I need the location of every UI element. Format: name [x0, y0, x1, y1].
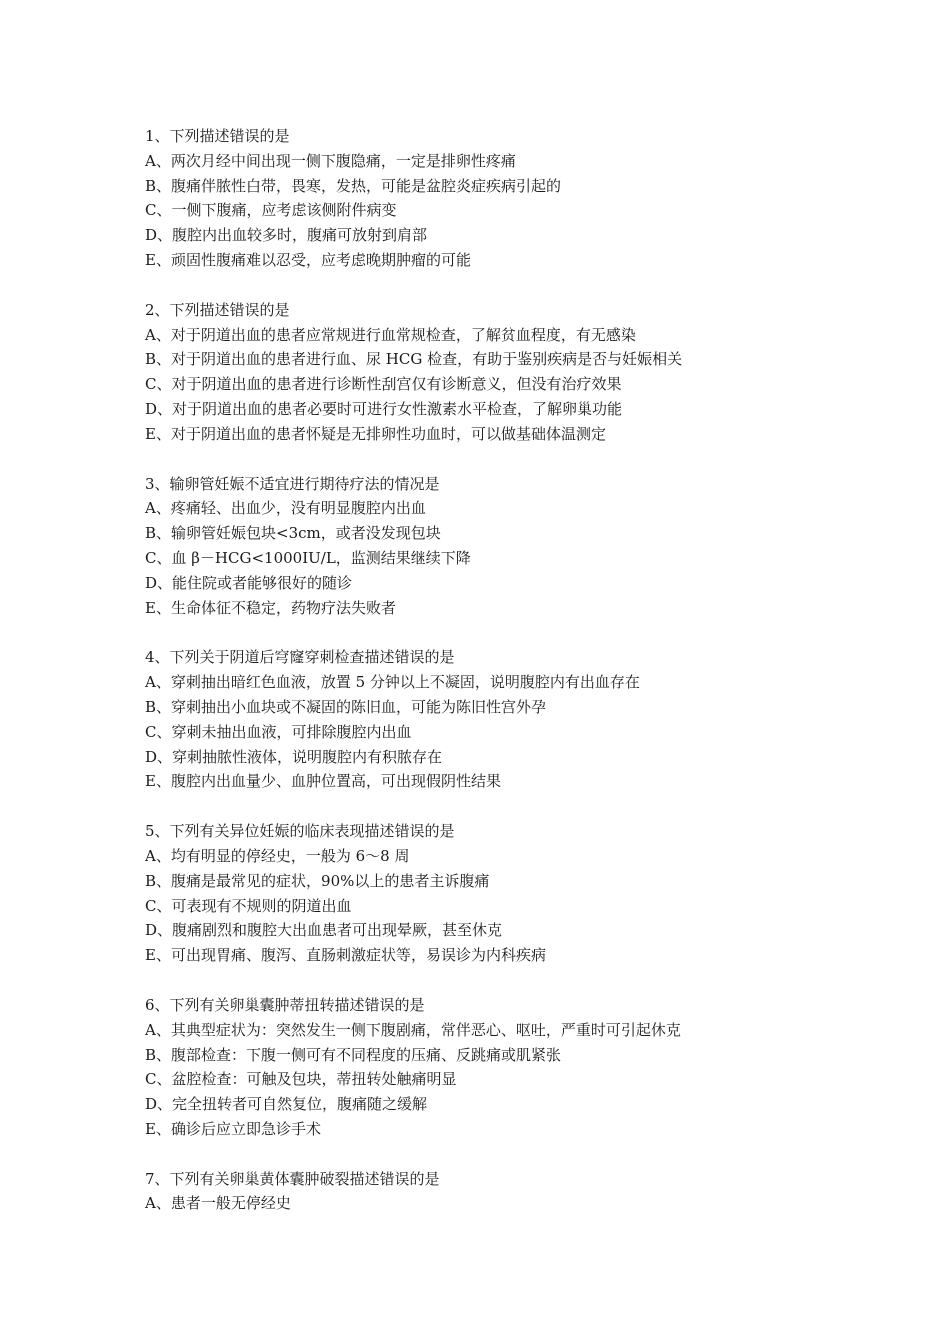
option-b: B、对于阴道出血的患者进行血、尿 HCG 检查，有助于鉴别疾病是否与妊娠相关	[145, 350, 683, 369]
option-a: A、两次月经中间出现一侧下腹隐痛，一定是排卵性疼痛	[145, 151, 516, 170]
option-a: A、患者一般无停经史	[145, 1194, 291, 1213]
option-a: A、均有明显的停经史，一般为 6～8 周	[145, 846, 410, 865]
option-e: E、生命体征不稳定，药物疗法失败者	[145, 598, 396, 617]
option-e: E、对于阴道出血的患者怀疑是无排卵性功血时，可以做基础体温测定	[145, 424, 606, 443]
question-6	[145, 993, 905, 1142]
option-c: C、对于阴道出血的患者进行诊断性刮宫仅有诊断意义，但没有治疗效果	[145, 375, 622, 394]
option-c: C、血 β－HCG<1000IU/L，监测结果继续下降	[145, 548, 471, 567]
option-e: E、腹腔内出血量少、血肿位置高，可出现假阴性结果	[145, 772, 501, 791]
option-c: C、穿刺未抽出血液，可排除腹腔内出血	[145, 722, 412, 741]
question-1	[145, 124, 905, 273]
option-d: D、穿刺抽脓性液体，说明腹腔内有积脓存在	[145, 747, 443, 766]
option-d: D、腹腔内出血较多时，腹痛可放射到肩部	[145, 226, 428, 245]
question-stem: 7、下列有关卵巢黄体囊肿破裂描述错误的是	[145, 1169, 440, 1188]
question-stem: 2、下列描述错误的是	[145, 300, 290, 319]
option-e: E、顽固性腹痛难以忍受，应考虑晚期肿瘤的可能	[145, 250, 471, 269]
question-5	[145, 819, 905, 968]
question-3	[145, 472, 905, 621]
option-b: B、腹部检查：下腹一侧可有不同程度的压痛、反跳痛或肌紧张	[145, 1045, 562, 1064]
option-d: D、对于阴道出血的患者必要时可进行女性激素水平检查，了解卵巢功能	[145, 399, 623, 418]
option-c: C、盆腔检查：可触及包块，蒂扭转处触痛明显	[145, 1070, 457, 1089]
option-d: D、完全扭转者可自然复位，腹痛随之缓解	[145, 1095, 428, 1114]
option-b: B、腹痛是最常见的症状，90%以上的患者主诉腹痛	[145, 871, 490, 890]
option-e: E、确诊后应立即急诊手术	[145, 1119, 321, 1138]
question-stem: 4、下列关于阴道后穹窿穿刺检查描述错误的是	[145, 648, 455, 667]
option-c: C、一侧下腹痛，应考虑该侧附件病变	[145, 201, 397, 220]
question-4	[145, 645, 905, 794]
option-b: B、腹痛伴脓性白带，畏寒，发热，可能是盆腔炎症疾病引起的	[145, 176, 562, 195]
option-a: A、穿刺抽出暗红色血液，放置 5 分钟以上不凝固，说明腹腔内有出血存在	[145, 673, 640, 692]
option-d: D、能住院或者能够很好的随诊	[145, 573, 353, 592]
question-stem: 6、下列有关卵巢囊肿蒂扭转描述错误的是	[145, 995, 425, 1014]
document-page	[145, 124, 905, 1241]
option-b: B、输卵管妊娠包块<3cm，或者没发现包块	[145, 524, 441, 543]
option-e: E、可出现胃痛、腹泻、直肠刺激症状等，易误诊为内科疾病	[145, 946, 546, 965]
option-a: A、疼痛轻、出血少，没有明显腹腔内出血	[145, 499, 426, 518]
option-c: C、可表现有不规则的阴道出血	[145, 896, 352, 915]
option-b: B、穿刺抽出小血块或不凝固的陈旧血，可能为陈旧性宫外孕	[145, 697, 547, 716]
option-d: D、腹痛剧烈和腹腔大出血患者可出现晕厥，甚至休克	[145, 921, 503, 940]
question-stem: 1、下列描述错误的是	[145, 127, 290, 145]
question-stem: 5、下列有关异位妊娠的临床表现描述错误的是	[145, 822, 455, 841]
question-stem: 3、输卵管妊娠不适宜进行期待疗法的情况是	[145, 474, 440, 493]
option-a: A、其典型症状为：突然发生一侧下腹剧痛，常伴恶心、呕吐，严重时可引起休克	[145, 1020, 681, 1039]
question-2	[145, 298, 905, 447]
question-7	[145, 1167, 905, 1217]
option-a: A、对于阴道出血的患者应常规进行血常规检查，了解贫血程度，有无感染	[145, 325, 636, 344]
